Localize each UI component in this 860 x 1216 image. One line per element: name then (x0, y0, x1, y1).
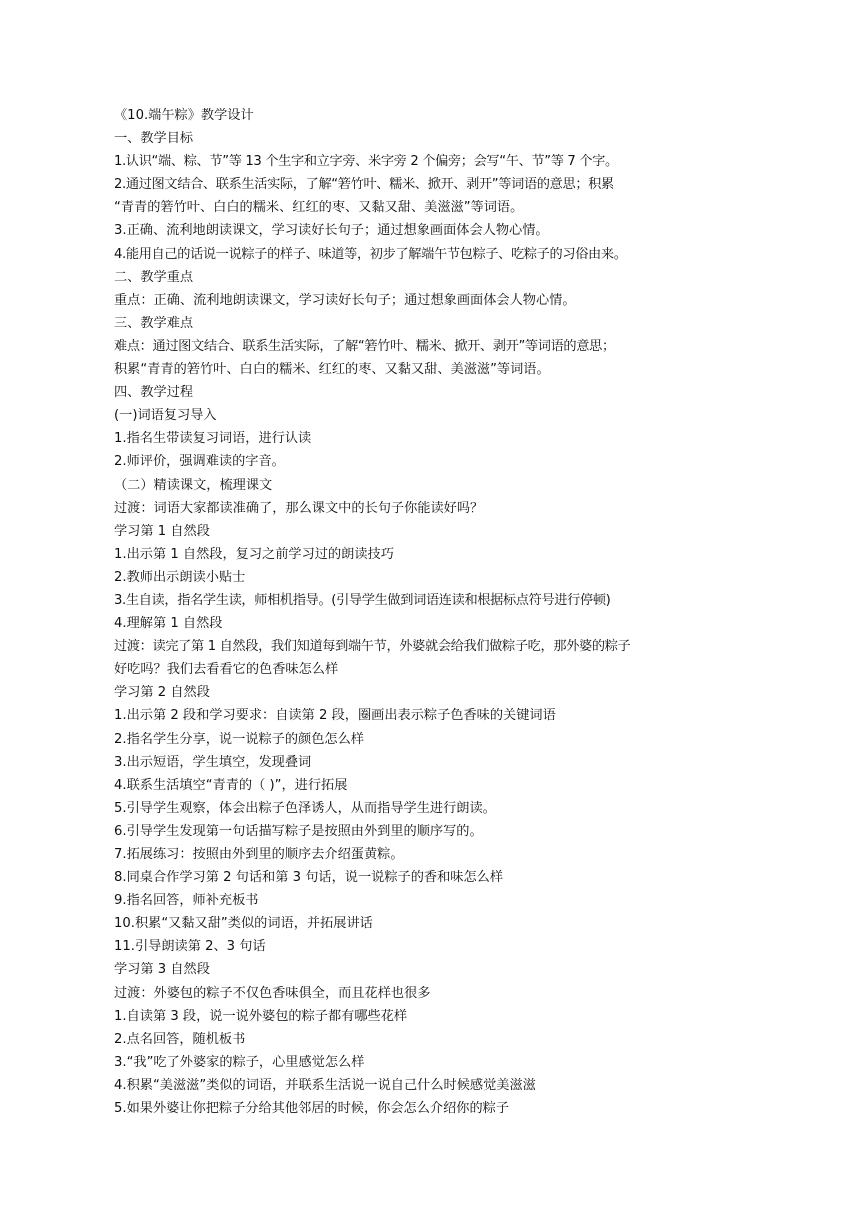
text-line: “青青的箬竹叶、白白的糯米、红红的枣、又黏又甜、美滋滋”等词语。 (114, 200, 524, 216)
document-body (114, 104, 754, 1120)
paragraph-heading: 学习第 3 自然段 (114, 962, 210, 978)
subsection-heading: (一)词语复习导入 (114, 408, 217, 424)
text-line: 3.正确、流利地朗读课文，学习读好长句子；通过想象画面体会人物心情。 (114, 223, 549, 239)
text-line: 难点：通过图文结合、联系生活实际，了解“箬竹叶、糯米、掀开、剥开”等词语的意思； (114, 338, 615, 354)
text-line: 11.引导朗读第 2、3 句话 (114, 939, 266, 955)
text-line: 1.指名生带读复习词语，进行认读 (114, 431, 312, 447)
section-heading: 四、教学过程 (114, 385, 194, 401)
paragraph-heading: 学习第 1 自然段 (114, 523, 210, 539)
text-line: 过渡：外婆包的粽子不仅色香味俱全，而且花样也很多 (114, 985, 431, 1001)
text-line: 4.理解第 1 自然段 (114, 616, 223, 632)
text-line: 重点：正确、流利地朗读课文，学习读好长句子；通过想象画面体会人物心情。 (114, 292, 576, 308)
text-line: 10.积累“又黏又甜”类似的词语，并拓展讲话 (114, 916, 373, 932)
text-line: 4.联系生活填空“青青的（ )”，进行拓展 (114, 777, 348, 793)
text-line: 2.师评价，强调难读的字音。 (114, 454, 285, 470)
document-title: 《10.端午粽》教学设计 (114, 108, 254, 123)
text-line: 2.教师出示朗读小贴士 (114, 569, 246, 585)
text-line: 过渡：词语大家都读准确了，那么课文中的长句子你能读好吗？ (114, 500, 484, 516)
text-line: 1.认识“端、粽、节”等 13 个生字和立字旁、米字旁 2 个偏旁；会写“午、节”等 7 个字。 (114, 154, 618, 170)
paragraph-heading: 学习第 2 自然段 (114, 685, 210, 701)
text-line: 1.出示第 1 自然段，复习之前学习过的朗读技巧 (114, 546, 394, 562)
text-line: 9.指名回答，师补充板书 (114, 893, 259, 909)
text-line: 3.出示短语，学生填空，发现叠词 (114, 754, 312, 770)
text-line: 6.引导学生发现第一句话描写粽子是按照由外到里的顺序写的。 (114, 823, 483, 839)
section-heading: 一、教学目标 (114, 131, 194, 147)
text-line: 1.自读第 3 段，说一说外婆包的粽子都有哪些花样 (114, 1008, 408, 1024)
text-line: 3.生自读，指名学生读，师相机指导。(引导学生做到词语连读和根据标点符号进行停顿) (114, 592, 611, 608)
text-line: 好吃吗？我们去看看它的色香味怎么样 (114, 662, 339, 678)
text-line: 2.点名回答，随机板书 (114, 1031, 246, 1047)
section-heading: 三、教学难点 (114, 315, 194, 331)
text-line: 过渡：读完了第 1 自然段，我们知道每到端午节，外婆就会给我们做粽子吃，那外婆的粽子 (114, 639, 631, 655)
text-line: 2.通过图文结合、联系生活实际，了解“箬竹叶、糯米、掀开、剥开”等词语的意思；积累 (114, 177, 614, 193)
text-line: 5.引导学生观察，体会出粽子色泽诱人，从而指导学生进行朗读。 (114, 800, 496, 816)
text-line: 2.指名学生分享，说一说粽子的颜色怎么样 (114, 731, 364, 747)
text-line: 5.如果外婆让你把粽子分给其他邻居的时候，你会怎么介绍你的粽子 (114, 1101, 510, 1117)
text-line: 8.同桌合作学习第 2 句话和第 3 句话，说一说粽子的香和味怎么样 (114, 870, 504, 886)
text-line: 4.能用自己的话说一说粽子的样子、味道等，初步了解端午节包粽子、吃粽子的习俗由来。 (114, 246, 627, 262)
text-line: 7.拓展练习：按照由外到里的顺序去介绍蛋黄粽。 (114, 847, 404, 862)
subsection-heading: （二）精读课文，梳理课文 (114, 477, 273, 493)
text-line: 积累“青青的箬竹叶、白白的糯米、红红的枣、又黏又甜、美滋滋”等词语。 (114, 362, 550, 378)
text-line: 3.“我”吃了外婆家的粽子，心里感觉怎么样 (114, 1054, 365, 1070)
text-line: 4.积累“美滋滋”类似的词语，并联系生活说一说自己什么时候感觉美滋滋 (114, 1077, 536, 1093)
text-line: 1.出示第 2 段和学习要求：自读第 2 段，圈画出表示粽子色香味的关键词语 (114, 708, 556, 724)
section-heading: 二、教学重点 (114, 269, 194, 285)
